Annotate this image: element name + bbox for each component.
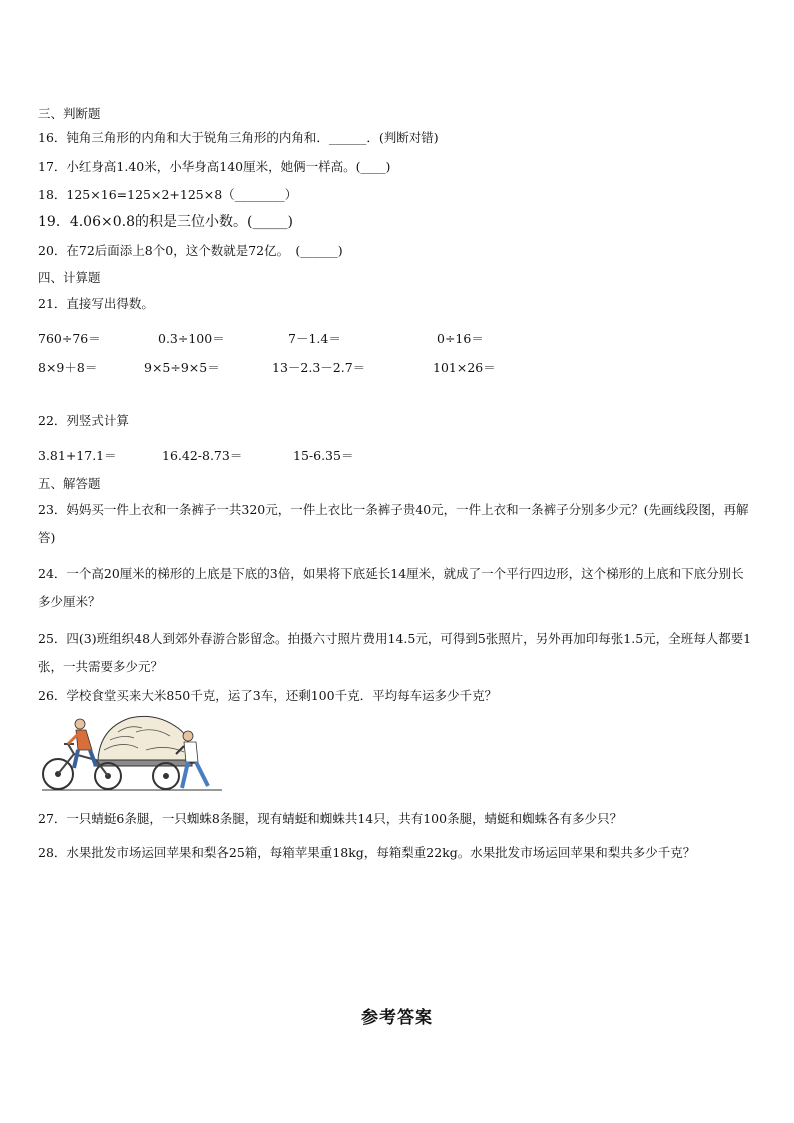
question-24: 24．一个高20厘米的梯形的上底是下底的3倍，如果将下底延长14厘米，就成了一个平行四边形，这个梯形的上底和下底分别长多少厘米？ xyxy=(38,566,744,609)
calc-item: 0.3÷100＝ xyxy=(158,331,225,346)
calc-item: 8×9＋8＝ xyxy=(38,360,98,375)
calc-row-1 xyxy=(38,331,738,347)
calc-item: 3.81+17.1＝ xyxy=(38,448,117,463)
question-18: 18．125×16=125×2+125×8（________） xyxy=(38,187,298,202)
calc-row-3 xyxy=(38,448,738,464)
section-3-heading: 三、判断题 xyxy=(38,106,101,121)
question-21: 21．直接写出得数。 xyxy=(38,296,154,311)
calc-item: 13－2.3－2.7＝ xyxy=(272,360,366,375)
question-20: 20．在72后面添上8个0，这个数就是72亿。 (______) xyxy=(38,243,343,258)
calc-item: 760÷76＝ xyxy=(38,331,101,346)
question-23: 23．妈妈买一件上衣和一条裤子一共320元，一件上衣比一条裤子贵40元，一件上衣和一条裤子分别多少元？(先画线段图，再解答) xyxy=(38,502,749,545)
calc-item: 7－1.4＝ xyxy=(288,331,341,346)
question-27: 27．一只蜻蜓6条腿，一只蜘蛛8条腿，现有蜻蜓和蜘蛛共14只，共有100条腿，蜻蜓和蜘蛛各有多少只？ xyxy=(38,811,623,826)
calc-item: 15-6.35＝ xyxy=(293,448,354,463)
question-28: 28．水果批发市场运回苹果和梨各25箱，每箱苹果重18kg，每箱梨重22kg。水果批发市场运回苹果和梨共多少千克？ xyxy=(38,845,696,860)
question-22: 22．列竖式计算 xyxy=(38,413,129,428)
calc-row-2 xyxy=(38,360,738,376)
calc-item: 101×26＝ xyxy=(433,360,496,375)
question-19: 19．4.06×0.8的积是三位小数。(_____) xyxy=(38,214,293,230)
question-26: 26．学校食堂买来大米850千克，运了3车，还剩100千克．平均每车运多少千克？ xyxy=(38,688,498,703)
section-4-heading: 四、计算题 xyxy=(38,270,101,285)
answer-title: 参考答案 xyxy=(361,1008,433,1028)
calc-item: 9×5÷9×5＝ xyxy=(144,360,220,375)
rice-cart-illustration xyxy=(38,710,224,794)
section-5-heading: 五、解答题 xyxy=(38,476,101,491)
question-16: 16．钝角三角形的内角和大于锐角三角形的内角和．______．(判断对错) xyxy=(38,130,439,145)
question-17: 17．小红身高1.40米，小华身高140厘米，她俩一样高。(____) xyxy=(38,159,391,174)
calc-item: 16.42-8.73＝ xyxy=(162,448,243,463)
question-25: 25．四(3)班组织48人到郊外春游合影留念。拍摄六寸照片费用14.5元，可得到5张照片，另外再加印每张1.5元，全班每人都要1张，一共需要多少元？ xyxy=(38,631,752,674)
calc-item: 0÷16＝ xyxy=(437,331,484,346)
